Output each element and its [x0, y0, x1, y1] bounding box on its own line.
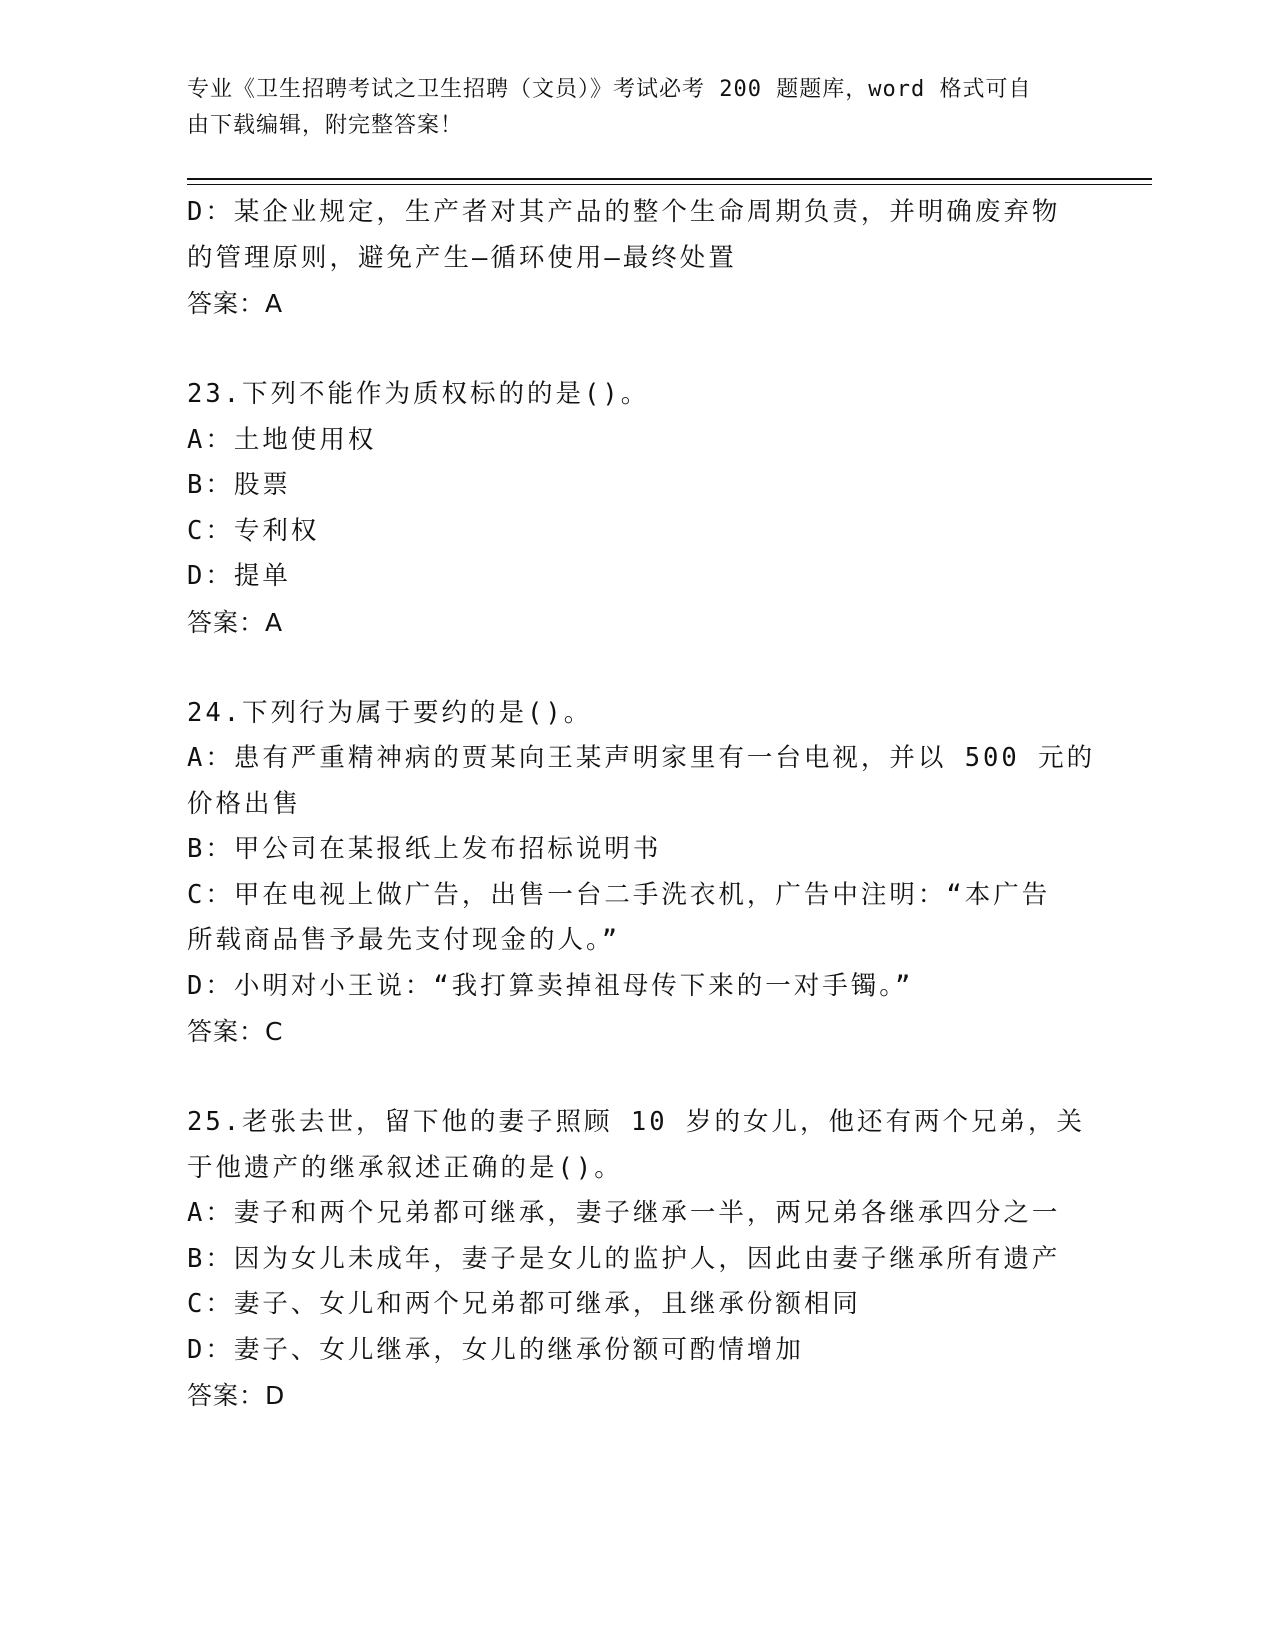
answer-line: 答案：C: [187, 1017, 284, 1046]
option-a-line-1: A：患有严重精神病的贾某向王某声明家里有一台电视，并以 500 元的: [187, 743, 1096, 773]
option-b: B：因为女儿未成年，妻子是女儿的监护人，因此由妻子继承所有遗产: [187, 1243, 1061, 1274]
header-divider-thick: [187, 178, 1152, 180]
option-c-line-1: C：甲在电视上做广告，出售一台二手洗衣机，广告中注明：“本广告: [187, 879, 1051, 910]
option-d-line-2: 的管理原则，避免产生—循环使用—最终处置: [187, 242, 737, 273]
option-a: A：土地使用权: [187, 424, 377, 455]
question-text: 24.下列行为属于要约的是()。: [187, 697, 593, 728]
option-a-line-2: 价格出售: [187, 788, 302, 819]
option-b: B：股票: [187, 470, 291, 500]
option-b: B：甲公司在某报纸上发布招标说明书: [187, 834, 662, 864]
document-body: [187, 190, 1096, 1419]
question-text-line-2: 于他遗产的继承叙述正确的是()。: [187, 1152, 623, 1183]
answer-line: 答案：A: [187, 607, 284, 637]
spacer: [187, 327, 1067, 373]
answer-line: 答案：A: [187, 289, 284, 318]
option-d: D：妻子、女儿继承，女儿的继承份额可酌情增加: [187, 1334, 804, 1365]
option-a: A：妻子和两个兄弟都可继承，妻子继承一半，两兄弟各继承四分之一: [187, 1198, 1061, 1228]
header-line-1: 专业《卫生招聘考试之卫生招聘（文员）》考试必考 200 题题库，word 格式可自: [187, 77, 1032, 102]
spacer: [187, 1055, 1067, 1101]
question-block-25: [187, 1100, 1085, 1419]
option-d-line-1: D：某企业规定，生产者对其产品的整个生命周期负责，并明确废弃物: [187, 197, 1061, 227]
header-line-2: 由下载编辑，附完整答案！: [187, 113, 464, 138]
document-header: [187, 72, 1067, 144]
option-c-line-2: 所载商品售予最先支付现金的人。”: [187, 925, 621, 955]
question-text-line-1: 25.老张去世，留下他的妻子照顾 10 岁的女儿，他还有两个兄弟，关: [187, 1107, 1085, 1137]
option-d: D：小明对小王说：“我打算卖掉祖母传下来的一对手镯。”: [187, 970, 914, 1001]
question-block-22: [187, 190, 1067, 327]
answer-line: 答案：D: [187, 1381, 286, 1410]
option-c: C：专利权: [187, 515, 320, 546]
question-block-23: [187, 372, 1067, 645]
question-block-24: [187, 691, 1096, 1055]
spacer: [187, 645, 1067, 691]
question-text: 23.下列不能作为质权标的的是()。: [187, 379, 650, 409]
header-divider-thin: [187, 184, 1152, 185]
option-c: C：妻子、女儿和两个兄弟都可继承，且继承份额相同: [187, 1289, 861, 1319]
option-d: D：提单: [187, 561, 291, 591]
